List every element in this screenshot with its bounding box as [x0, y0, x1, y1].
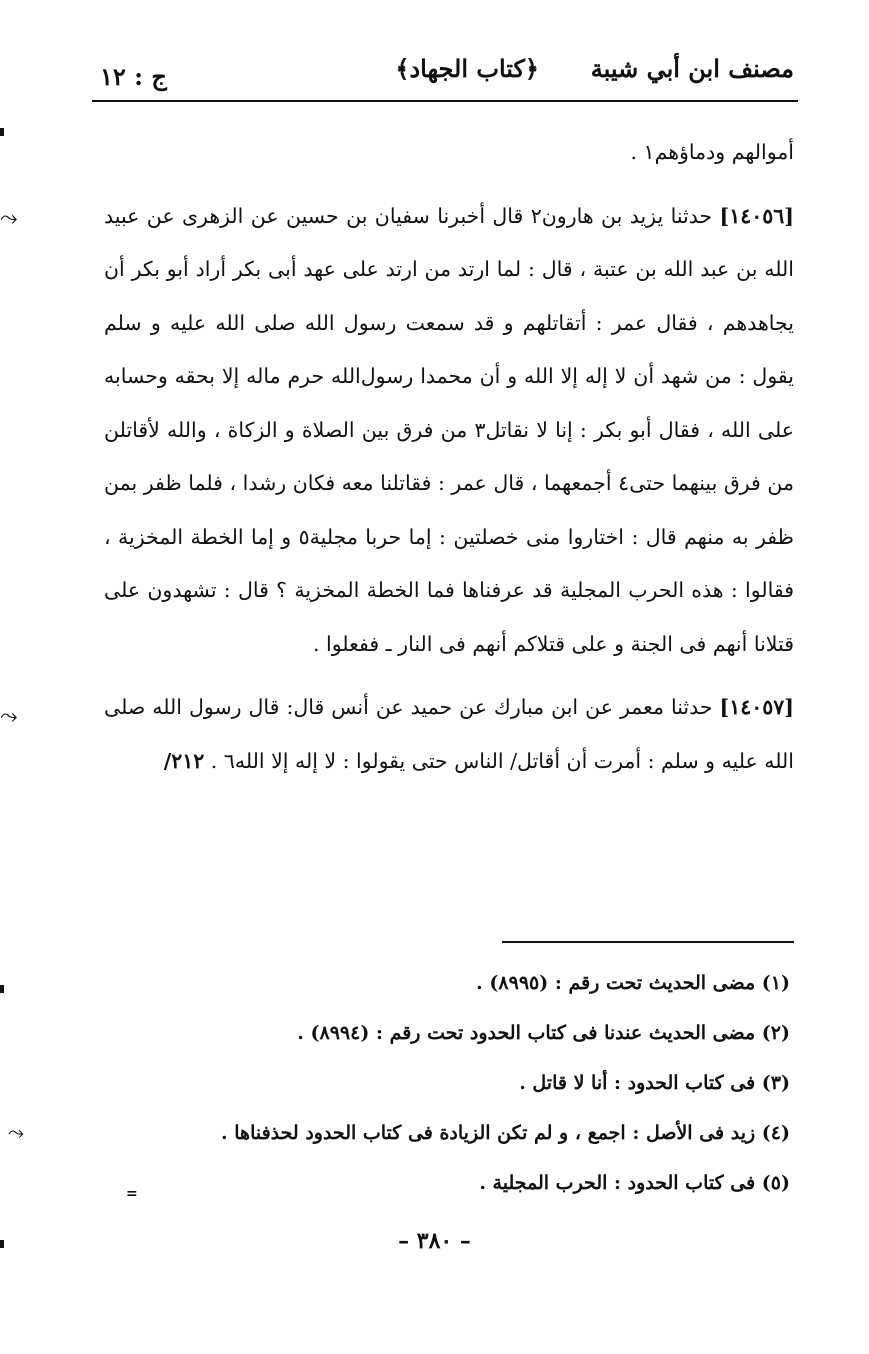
footnotes — [180, 958, 790, 1208]
hadith-14056 — [104, 190, 794, 672]
book-title: مصنف ابن أبي شيبة — [590, 54, 794, 83]
scan-mark — [0, 985, 4, 993]
footnote-4: (٤) زيد فى الأصل : اجمع ، و لم تكن الزيادة فى كتاب الحدود لحذفناها . — [221, 1122, 790, 1144]
hadith-text: حدثنا يزيد بن هارون٢ قال أخبرنا سفيان بن حسين عن الزهرى عن عبيد الله بن عبد الله بن عتبة ، قال : لما ارتد من ارتد على عهد أبى بكر أراد أبو بكر أن يجاهدهم ، فقال عمر : أتقاتلهم و قد سمعت رسول الله صلى الله عليه و سلم يقول : من شهد أن لا إله إلا الله و أن محمدا رسول‌الله حرم ماله إلا بحقه وحسابه على الله ، فقال أبو بكر : إنا لا نقاتل٣ من فرق بين الصلاة و الزكاة ، والله لأقاتلن من فرق بينهما حتى٤ أجمعهما ، قال عمر : فقاتلنا معه فكان رشدا ، فلما ظفر بمن ظفر به منهم قال : اختاروا منى خصلتين : إما حربا مجلية٥ و إما الخطة المخزية ، فقالوا : هذه الحرب المجلية قد عرفناها فما الخطة المخزية ؟ قال : تشهدون على قتلانا أنهم فى الجنة و على قتلاكم أنهم فى النار ـ ففعلوا . — [104, 203, 795, 656]
main-text — [104, 126, 794, 788]
footnote-1: (١) مضى الحديث تحت رقم : (٨٩٩٥) . — [476, 972, 790, 994]
volume-number: ج : ١٢ — [100, 62, 167, 91]
page-number: – ٣٨٠ – — [398, 1228, 471, 1254]
paragraph-text: أموالهم ودماؤهم١ . — [630, 140, 794, 164]
scan-mark — [0, 128, 4, 136]
footnote-divider — [502, 941, 794, 943]
paragraph-continuation — [104, 126, 794, 180]
footnote-5: (٥) فى كتاب الحدود : الحرب المجلية . — [479, 1172, 790, 1194]
hadith-number: [١٤٠٥٧] — [719, 695, 794, 719]
scan-mark: ⤳ — [0, 206, 18, 231]
hadith-14057 — [104, 681, 794, 788]
scan-mark — [0, 1240, 4, 1248]
footnote-2: (٢) مضى الحديث عندنا فى كتاب الحدود تحت رقم : (٨٩٩٤) . — [297, 1022, 790, 1044]
header-divider — [92, 100, 798, 102]
margin-page-reference: ٢١٢/ — [163, 748, 205, 773]
scan-mark: ⤳ — [0, 704, 18, 729]
page-header — [100, 48, 794, 96]
scan-mark: = — [126, 1186, 138, 1202]
scan-mark: ⤳ — [8, 1120, 24, 1144]
chapter-title: ﴿كتاب الجهاد﴾ — [395, 54, 539, 83]
footnote-3: (٣) فى كتاب الحدود : أنا لا قاتل . — [519, 1072, 790, 1094]
hadith-text: حدثنا معمر عن ابن مبارك عن حميد عن أنس قال: قال رسول الله صلى الله عليه و سلم : أمرت أن أقاتل/ الناس حتى يقولوا : لا إله إلا الله٦ . — [104, 695, 794, 773]
hadith-number: [١٤٠٥٦] — [719, 203, 794, 228]
